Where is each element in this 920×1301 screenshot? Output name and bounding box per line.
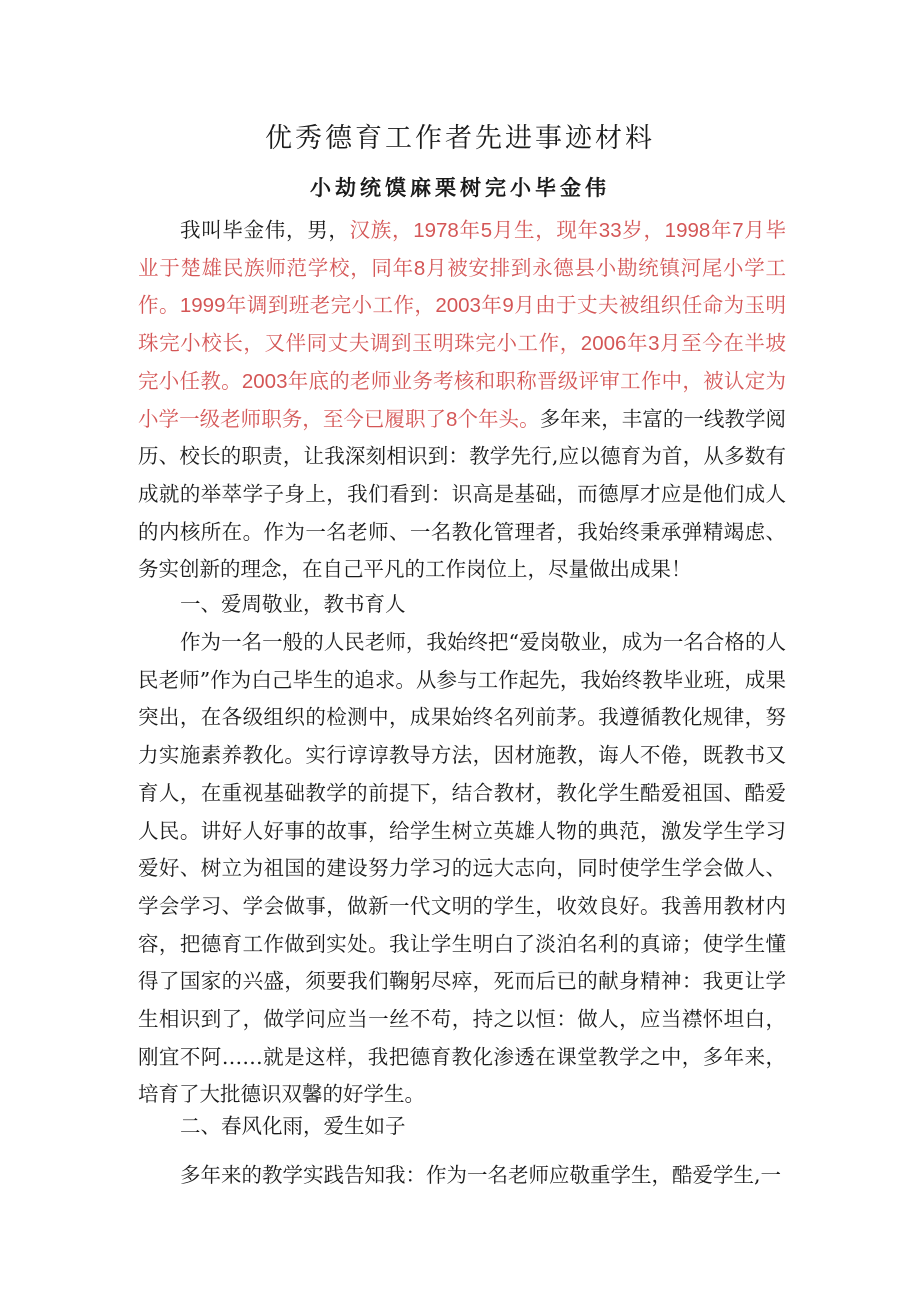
intro-lead: 我叫毕金伟，男， — [180, 218, 350, 242]
section1-body: 作为一名一般的人民老师，我始终把“爱岗敬业，成为一名合格的人民老师”作为白己毕生的追求。从参与工作起先，我始终教毕业班，成果突出，在各级组织的检测中，成果始终名列前茅。我遵循教化规律，努力实施素养教化。实行谆谆教导方法，因材施教，诲人不倦，既教书又育人，在重视基础教学的前提下，结合教材，教化学生酷爱祖国、酷爱人民。讲好人好事的故事，给学生树立英雄人物的典范，激发学生学习爱好、树立为祖国的建设努力学习的远大志向，同时使学生学会做人、学会学习、学会做事，做新一代文明的学生，收效良好。我善用教材内容，把德育工作做到实处。我让学生明白了淡泊名利的真谛；使学生懂得了国家的兴盛，须要我们鞠躬尽瘁，死而后已的献身精神：我更让学生相识到了，做学问应当一丝不苟，持之以恒：做人，应当襟怀坦白，刚宜不阿……就是这样，我把德育教化渗透在课堂教学之中，多年来，培育了大批德识双馨的好学生。 — [138, 630, 786, 1107]
intro-highlight: 汉族，1978年5月生，现年33岁，1998年7月毕业于楚雄民族师范学校，同年8月被安排到永德县小勘统镇河尾小学工作。1999年调到班老完小工作，2003年9月由于丈夫被组织任命为玉明珠完小校长，又伴同丈夫调到玉明珠完小工作，2006年3月至今在半坡完小任教。2003年底的老师业务考核和职称晋级评审工作中，被认定为小学一级老师职务，至今已履职了8个年头。 — [138, 219, 786, 431]
section2-body: 多年来的教学实践告知我：作为一名老师应敬重学生，酷爱学生,一 — [180, 1163, 782, 1187]
section1-heading: 一、爱周敬业，教书育人 — [180, 592, 406, 616]
section2-heading: 二、春风化雨，爱生如子 — [180, 1114, 406, 1138]
intro-rest: 多年来，丰富的一线教学阅历、校长的职责，让我深刻相识到：教学先行,应以德育为首，从多数有成就的举萃学子身上，我们看到：识高是基础，而德厚才应是他们成人的内核所在。作为一名老师、一名教化管理者，我始终秉承弹精竭虑、务实创新的理念，在自己平凡的工作岗位上，尽量做出成果！ — [138, 406, 786, 582]
intro-paragraph — [138, 212, 786, 589]
document-subtitle: 小劫统馍麻栗树完小毕金伟 — [310, 175, 610, 200]
document-title: 优秀德育工作者先进事迹材料 — [265, 123, 655, 154]
